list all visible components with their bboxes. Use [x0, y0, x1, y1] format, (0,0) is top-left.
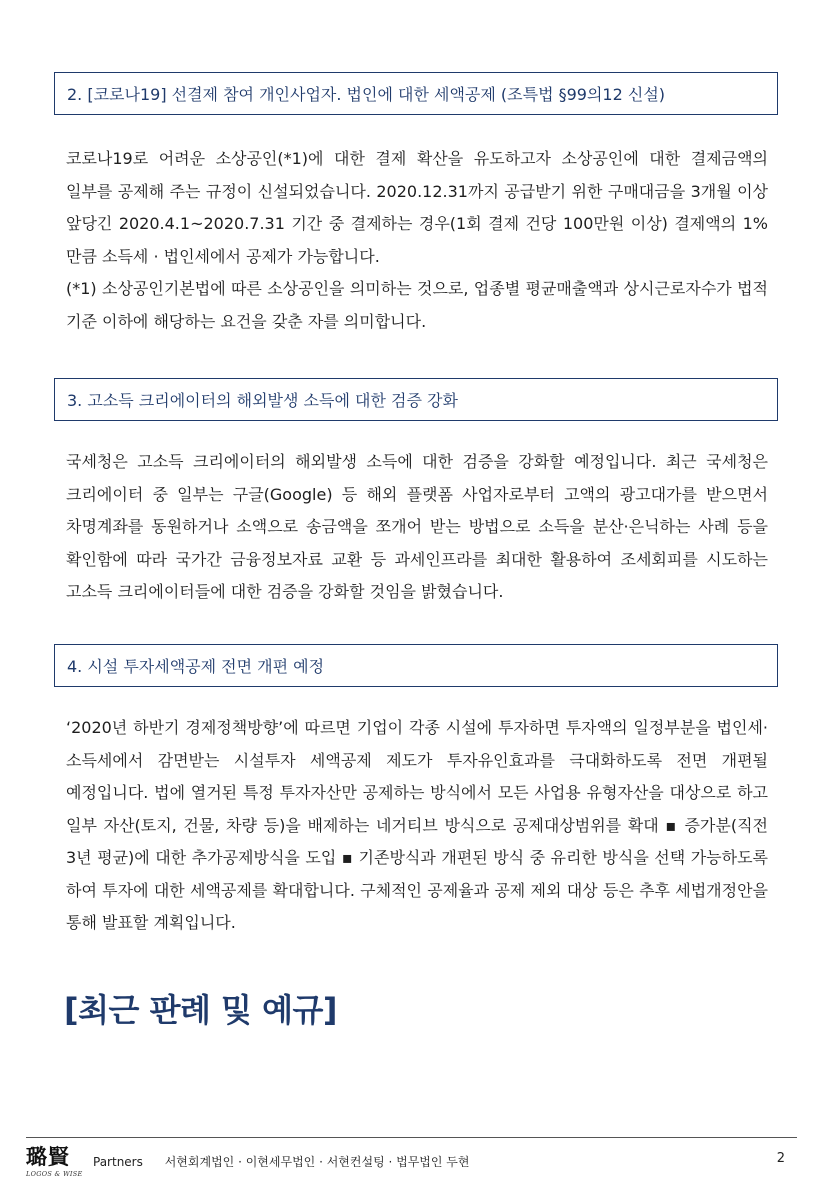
recent-cases-heading: [최근 판례 및 예규] [64, 991, 338, 1029]
logo-mark: 璐賢 [26, 1144, 70, 1169]
section-3-heading [54, 378, 778, 421]
section-2-heading-text: 2. [코로나19] 선결제 참여 개인사업자. 법인에 대한 세액공제 (조특법 §99의12 신설) [67, 85, 666, 104]
section-4-paragraph-1: ‘2020년 하반기 경제정책방향’에 따르면 기업이 각종 시설에 투자하면 투자액의 일정부분을 법인세·소득세에서 감면받는 시설투자 세액공제 제도가 투자유인효과를 극대화하도록 전면 개편될 예정입니다. 법에 열거된 특정 투자자산만 공제하는 방식에서 모든 사업용 유형자산을 대상으로 하고 일부 자산(토지, 건물, 차량 등)을 배제하는 네거티브 방식으로 공제대상범위를 확대 ▪ 증가분(직전 3년 평균)에 대한 추가공제방식을 도입 ▪ 기존방식과 개편된 방식 중 유리한 방식을 선택 가능하도록 하여 투자에 대한 세액공제를 확대합니다. 구체적인 공제율과 공제 제외 대상 등은 추후 세법개정안을 통해 발표할 계획입니다. [66, 718, 768, 932]
section-4-heading-text: 4. 시설 투자세액공제 전면 개편 예정 [67, 657, 325, 676]
page-number: 2 [776, 1151, 785, 1166]
section-2-paragraph-1: 코로나19로 어려운 소상공인(*1)에 대한 결제 확산을 유도하고자 소상공인에 대한 결제금액의 일부를 공제해 주는 규정이 신설되었습니다. 2020.12.31까지 공급받기 위한 구매대금을 3개월 이상 앞당긴 2020.4.1~2020.7.31 기간 중 결제하는 경우(1회 결제 건당 100만원 이상) 결제액의 1%만큼 소득세 · 법인세에서 공제가 가능합니다. [66, 149, 768, 266]
section-4-body [66, 712, 768, 940]
footer-firms [93, 1153, 469, 1170]
footer-firm-list: 서현회계법인 · 이현세무법인 · 서현컨설팅 · 법무법인 두현 [164, 1155, 470, 1169]
section-2-heading [54, 72, 778, 115]
footer-partners-label: Partners [93, 1155, 143, 1169]
section-3-heading-text: 3. 고소득 크리에이터의 해외발생 소득에 대한 검증 강화 [67, 391, 458, 410]
footer-divider [26, 1137, 797, 1138]
section-4-heading [54, 644, 778, 687]
section-3-body [66, 446, 768, 609]
section-3-paragraph-1: 국세청은 고소득 크리에이터의 해외발생 소득에 대한 검증을 강화할 예정입니다. 최근 국세청은 크리에이터 중 일부는 구글(Google) 등 해외 플랫폼 사업자로부터 고액의 광고대가를 받으면서 차명계좌를 동원하거나 소액으로 송금액을 쪼개어 받는 방법으로 소득을 분산·은닉하는 사례 등을 확인함에 따라 국가간 금융정보자료 교환 등 과세인프라를 최대한 활용하여 조세회피를 시도하는 고소득 크리에이터들에 대한 검증을 강화할 것임을 밝혔습니다. [66, 452, 768, 601]
firm-logo [26, 1146, 86, 1182]
section-2-paragraph-2: (*1) 소상공인기본법에 따른 소상공인을 의미하는 것으로, 업종별 평균매출액과 상시근로자수가 법적 기준 이하에 해당하는 요건을 갖춘 자를 의미합니다. [66, 279, 768, 331]
logo-subtitle: LOGOS & WISE [26, 1170, 83, 1178]
section-2-body [66, 143, 768, 338]
